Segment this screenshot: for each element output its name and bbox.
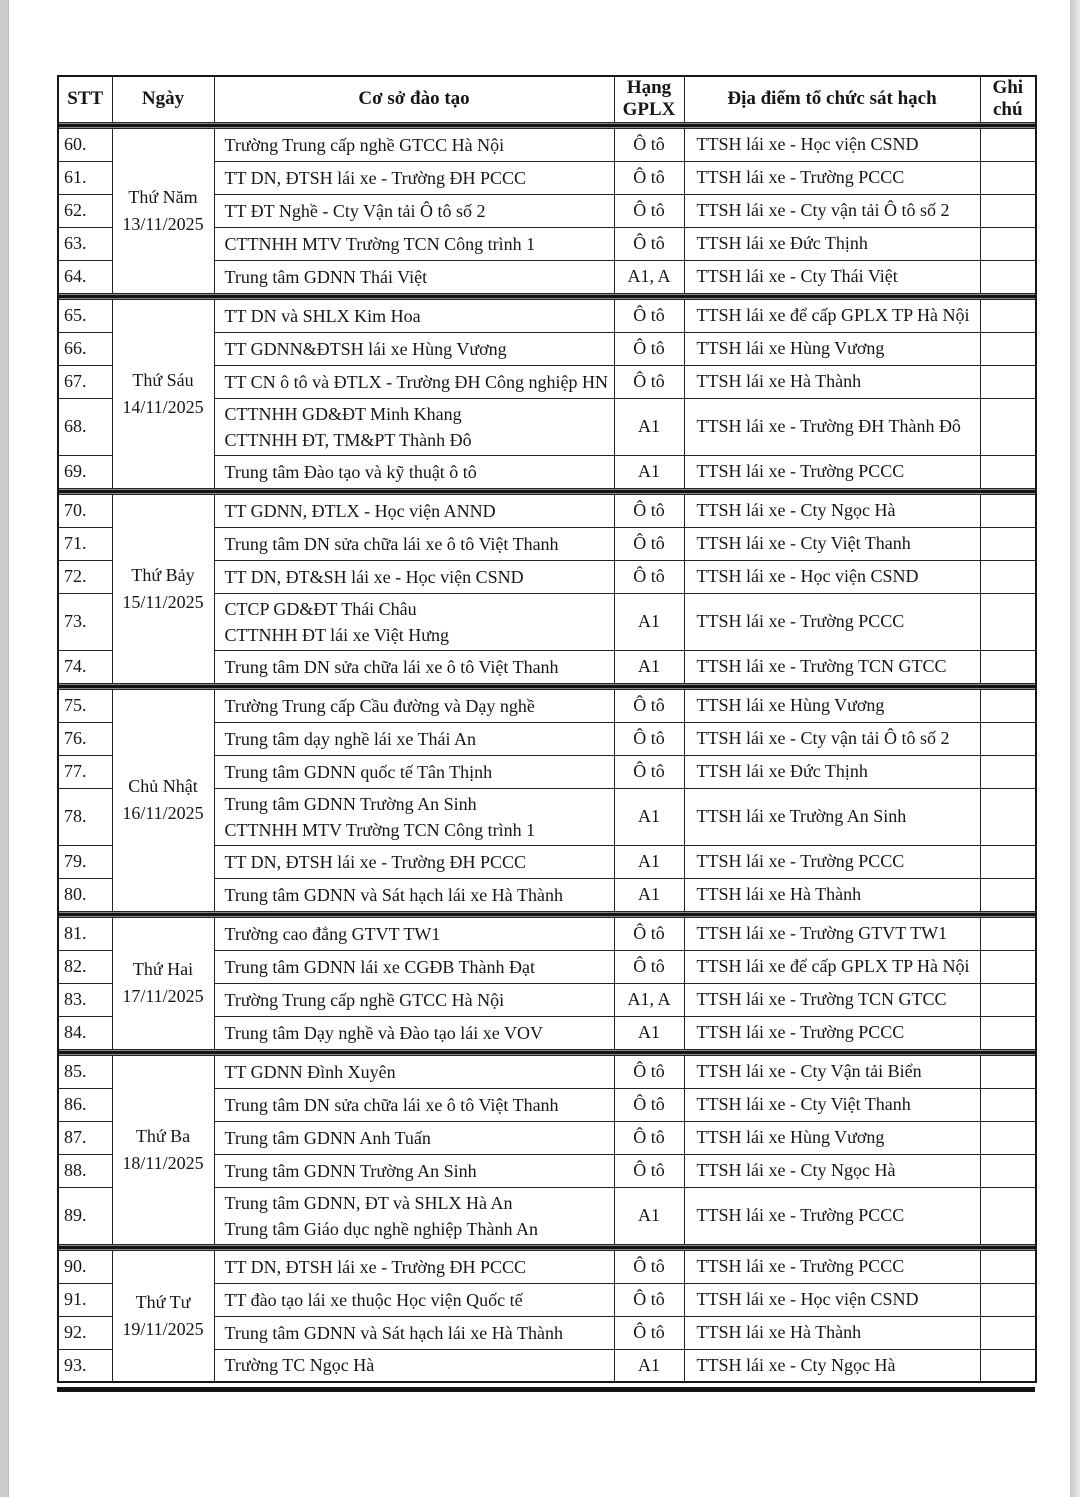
- license-class-cell: Ô tô: [614, 1055, 684, 1088]
- table-row: [58, 1055, 1036, 1088]
- table-row: [58, 917, 1036, 950]
- stt-cell: 76.: [58, 722, 112, 755]
- facility-cell: [214, 398, 614, 455]
- note-cell: [980, 722, 1036, 755]
- date-cell: [112, 1250, 214, 1382]
- facility-line: TT GDNN, ĐTLX - Học viện ANND: [224, 500, 496, 521]
- stt-cell: 74.: [58, 650, 112, 683]
- col-header-dia-diem-label: Địa điểm tổ chức sát hạch: [727, 88, 937, 110]
- facility-cell: [214, 227, 614, 260]
- col-header-ngay-label: Ngày: [141, 88, 185, 110]
- date-value: 18/11/2025: [122, 1152, 204, 1173]
- venue-cell: TTSH lái xe - Cty Việt Thanh: [684, 1088, 980, 1121]
- col-header-chu-label: chú: [992, 99, 1023, 121]
- facility-line: CTTNHH GD&ĐT Minh Khang: [224, 403, 462, 424]
- note-cell: [980, 950, 1036, 983]
- facility-line: Trường cao đẳng GTVT TW1: [224, 923, 441, 944]
- facility-cell: [214, 1349, 614, 1382]
- note-cell: [980, 1154, 1036, 1187]
- facility-cell: [214, 593, 614, 650]
- facility-line: CTTNHH ĐT lái xe Việt Hưng: [224, 624, 449, 645]
- license-class-cell: Ô tô: [614, 1088, 684, 1121]
- venue-cell: TTSH lái xe - Cty Việt Thanh: [684, 527, 980, 560]
- license-class-cell: A1: [614, 845, 684, 878]
- facility-cell: [214, 755, 614, 788]
- date-cell: [112, 689, 214, 911]
- license-class-cell: A1: [614, 788, 684, 845]
- venue-cell: TTSH lái xe - Trường PCCC: [684, 845, 980, 878]
- col-header-dia-diem: [684, 76, 980, 122]
- stt-cell: 65.: [58, 299, 112, 332]
- facility-line: Trung tâm Dạy nghề và Đào tạo lái xe VOV: [224, 1022, 543, 1043]
- license-class-cell: Ô tô: [614, 1250, 684, 1283]
- license-class-cell: A1: [614, 878, 684, 911]
- facility-line: Trung tâm GDNN lái xe CGĐB Thành Đạt: [224, 956, 535, 977]
- stt-cell: 60.: [58, 128, 112, 161]
- venue-cell: TTSH lái xe - Học viện CSND: [684, 560, 980, 593]
- date-value: 17/11/2025: [122, 986, 204, 1006]
- stt-cell: 84.: [58, 1016, 112, 1049]
- note-cell: [980, 527, 1036, 560]
- facility-line: Trường Trung cấp nghề GTCC Hà Nội: [224, 989, 505, 1010]
- venue-cell: TTSH lái xe - Cty Thái Việt: [684, 260, 980, 293]
- license-class-cell: A1: [614, 455, 684, 488]
- col-header-gplx-label: GPLX: [622, 99, 676, 121]
- facility-cell: [214, 650, 614, 683]
- date-value: 16/11/2025: [122, 803, 204, 823]
- venue-cell: TTSH lái xe Hùng Vương: [684, 332, 980, 365]
- facility-line: TT DN, ĐT&SH lái xe - Học viện CSND: [224, 566, 524, 587]
- facility-cell: [214, 1187, 614, 1244]
- license-class-cell: A1: [614, 1187, 684, 1244]
- facility-line: TT ĐT Nghề - Cty Vận tải Ô tô số 2: [224, 200, 486, 221]
- venue-cell: TTSH lái xe - Học viện CSND: [684, 1283, 980, 1316]
- note-cell: [980, 1088, 1036, 1121]
- col-header-co-so-dao-tao-label: Cơ sở đào tạo: [358, 88, 470, 110]
- license-class-cell: Ô tô: [614, 332, 684, 365]
- facility-line: Trung tâm DN sửa chữa lái xe ô tô Việt Thanh: [224, 1094, 559, 1115]
- stt-cell: 90.: [58, 1250, 112, 1283]
- facility-line: TT DN và SHLX Kim Hoa: [224, 305, 421, 326]
- venue-cell: TTSH lái xe - Cty vận tải Ô tô số 2: [684, 722, 980, 755]
- note-cell: [980, 332, 1036, 365]
- stt-cell: 78.: [58, 788, 112, 845]
- license-class-cell: Ô tô: [614, 527, 684, 560]
- table-row: [58, 299, 1036, 332]
- stt-cell: 61.: [58, 161, 112, 194]
- venue-cell: TTSH lái xe Hùng Vương: [684, 689, 980, 722]
- date-value: 15/11/2025: [122, 591, 204, 612]
- facility-line: Trung tâm GDNN quốc tế Tân Thịnh: [224, 761, 493, 782]
- col-header-ghi-chu: [980, 76, 1036, 122]
- venue-cell: TTSH lái xe - Cty Vận tải Biển: [684, 1055, 980, 1088]
- stt-cell: 64.: [58, 260, 112, 293]
- note-cell: [980, 1121, 1036, 1154]
- stt-cell: 73.: [58, 593, 112, 650]
- stt-cell: 83.: [58, 983, 112, 1016]
- note-cell: [980, 398, 1036, 455]
- day-name: Thứ Sáu: [132, 369, 194, 390]
- license-class-cell: Ô tô: [614, 1154, 684, 1187]
- license-class-cell: Ô tô: [614, 950, 684, 983]
- date-cell: [112, 917, 214, 1049]
- stt-cell: 68.: [58, 398, 112, 455]
- venue-cell: TTSH lái xe Đức Thịnh: [684, 755, 980, 788]
- day-name: Thứ Tư: [135, 1291, 191, 1312]
- license-class-cell: Ô tô: [614, 1316, 684, 1349]
- facility-line: Trường Trung cấp Cầu đường và Dạy nghề: [224, 695, 535, 716]
- table-bottom-rule: [57, 1387, 1035, 1392]
- stt-cell: 85.: [58, 1055, 112, 1088]
- facility-line: Trường TC Ngọc Hà: [224, 1355, 375, 1376]
- venue-cell: TTSH lái xe - Trường PCCC: [684, 1250, 980, 1283]
- venue-cell: TTSH lái xe - Trường PCCC: [684, 455, 980, 488]
- facility-line: Trung tâm GDNN Trường An Sinh: [224, 793, 477, 814]
- stt-cell: 63.: [58, 227, 112, 260]
- note-cell: [980, 1316, 1036, 1349]
- note-cell: [980, 788, 1036, 845]
- facility-line: Trung tâm dạy nghề lái xe Thái An: [224, 728, 476, 749]
- note-cell: [980, 194, 1036, 227]
- stt-cell: 89.: [58, 1187, 112, 1244]
- day-name: Chủ Nhật: [128, 776, 198, 796]
- facility-cell: [214, 365, 614, 398]
- note-cell: [980, 1349, 1036, 1382]
- facility-cell: [214, 299, 614, 332]
- stt-cell: 87.: [58, 1121, 112, 1154]
- venue-cell: TTSH lái xe - Cty vận tải Ô tô số 2: [684, 194, 980, 227]
- facility-cell: [214, 332, 614, 365]
- facility-cell: [214, 161, 614, 194]
- col-header-ngay: [112, 76, 214, 122]
- col-header-stt-label: STT: [67, 88, 104, 110]
- facility-line: Trung tâm GDNN, ĐT và SHLX Hà An: [224, 1192, 513, 1213]
- day-name: Thứ Năm: [128, 186, 198, 207]
- facility-cell: [214, 788, 614, 845]
- stt-cell: 62.: [58, 194, 112, 227]
- facility-line: TT GDNN Đình Xuyên: [224, 1061, 396, 1082]
- license-class-cell: Ô tô: [614, 365, 684, 398]
- day-name: Thứ Bảy: [131, 564, 195, 585]
- facility-line: TT đào tạo lái xe thuộc Học viện Quốc tế: [224, 1289, 523, 1310]
- license-class-cell: Ô tô: [614, 227, 684, 260]
- note-cell: [980, 365, 1036, 398]
- facility-line: CTTNHH ĐT, TM&PT Thành Đô: [224, 429, 472, 450]
- stt-cell: 82.: [58, 950, 112, 983]
- stt-cell: 70.: [58, 494, 112, 527]
- page-left-margin-shade: [0, 0, 9, 1497]
- note-cell: [980, 1055, 1036, 1088]
- facility-cell: [214, 1088, 614, 1121]
- facility-cell: [214, 1016, 614, 1049]
- facility-cell: [214, 1283, 614, 1316]
- date-cell: [112, 299, 214, 488]
- note-cell: [980, 1283, 1036, 1316]
- stt-cell: 91.: [58, 1283, 112, 1316]
- facility-cell: [214, 455, 614, 488]
- facility-line: Trung tâm Giáo dục nghề nghiệp Thành An: [224, 1218, 538, 1239]
- facility-line: TT DN, ĐTSH lái xe - Trường ĐH PCCC: [224, 167, 526, 188]
- note-cell: [980, 917, 1036, 950]
- facility-line: Trung tâm Đào tạo và kỹ thuật ô tô: [224, 461, 477, 482]
- day-name: Thứ Ba: [135, 1125, 191, 1146]
- date-cell: [112, 128, 214, 293]
- venue-cell: TTSH lái xe - Trường TCN GTCC: [684, 650, 980, 683]
- note-cell: [980, 455, 1036, 488]
- facility-cell: [214, 1055, 614, 1088]
- page-right-margin-shade: [1070, 0, 1080, 1497]
- stt-cell: 69.: [58, 455, 112, 488]
- facility-cell: [214, 845, 614, 878]
- venue-cell: TTSH lái xe Hà Thành: [684, 1316, 980, 1349]
- date-value: 13/11/2025: [122, 213, 204, 234]
- venue-cell: TTSH lái xe - Cty Ngọc Hà: [684, 494, 980, 527]
- license-class-cell: Ô tô: [614, 755, 684, 788]
- license-class-cell: A1: [614, 1349, 684, 1382]
- facility-line: TT DN, ĐTSH lái xe - Trường ĐH PCCC: [224, 1256, 526, 1277]
- facility-line: Trung tâm DN sửa chữa lái xe ô tô Việt Thanh: [224, 533, 559, 554]
- facility-cell: [214, 260, 614, 293]
- exam-schedule-table-wrapper: [57, 75, 1035, 1392]
- table-row: [58, 1250, 1036, 1283]
- stt-cell: 77.: [58, 755, 112, 788]
- stt-cell: 72.: [58, 560, 112, 593]
- facility-line: CTTNHH MTV Trường TCN Công trình 1: [224, 819, 536, 840]
- facility-line: TT CN ô tô và ĐTLX - Trường ĐH Công nghiệp HN: [224, 371, 608, 392]
- license-class-cell: Ô tô: [614, 128, 684, 161]
- facility-line: Trung tâm GDNN Trường An Sinh: [224, 1160, 477, 1181]
- license-class-cell: Ô tô: [614, 299, 684, 332]
- license-class-cell: A1: [614, 650, 684, 683]
- note-cell: [980, 1016, 1036, 1049]
- facility-cell: [214, 1250, 614, 1283]
- note-cell: [980, 494, 1036, 527]
- facility-line: Trung tâm GDNN Anh Tuấn: [224, 1127, 431, 1148]
- license-class-cell: A1: [614, 1016, 684, 1049]
- stt-cell: 88.: [58, 1154, 112, 1187]
- stt-cell: 93.: [58, 1349, 112, 1382]
- license-class-cell: Ô tô: [614, 689, 684, 722]
- facility-line: Trung tâm GDNN và Sát hạch lái xe Hà Thành: [224, 884, 563, 905]
- table-body: [58, 122, 1036, 1382]
- venue-cell: TTSH lái xe - Trường ĐH Thành Đô: [684, 398, 980, 455]
- date-cell: [112, 1055, 214, 1244]
- note-cell: [980, 1187, 1036, 1244]
- col-header-hang-label: Hạng: [626, 77, 672, 99]
- col-header-ghi-label: Ghi: [992, 77, 1024, 99]
- facility-cell: [214, 1154, 614, 1187]
- stt-cell: 75.: [58, 689, 112, 722]
- license-class-cell: Ô tô: [614, 1283, 684, 1316]
- table-row: [58, 689, 1036, 722]
- license-class-cell: Ô tô: [614, 161, 684, 194]
- facility-line: TT GDNN&ĐTSH lái xe Hùng Vương: [224, 338, 507, 359]
- facility-line: TT DN, ĐTSH lái xe - Trường ĐH PCCC: [224, 851, 526, 872]
- table-header: [58, 76, 1036, 122]
- note-cell: [980, 161, 1036, 194]
- facility-cell: [214, 878, 614, 911]
- stt-cell: 81.: [58, 917, 112, 950]
- facility-line: CTCP GD&ĐT Thái Châu: [224, 598, 417, 619]
- stt-cell: 66.: [58, 332, 112, 365]
- venue-cell: TTSH lái xe - Trường PCCC: [684, 1187, 980, 1244]
- note-cell: [980, 845, 1036, 878]
- col-header-hang-gplx: [614, 76, 684, 122]
- venue-cell: TTSH lái xe Trường An Sinh: [684, 788, 980, 845]
- facility-cell: [214, 917, 614, 950]
- license-class-cell: Ô tô: [614, 560, 684, 593]
- stt-cell: 86.: [58, 1088, 112, 1121]
- facility-cell: [214, 1316, 614, 1349]
- facility-line: Trường Trung cấp nghề GTCC Hà Nội: [224, 134, 505, 155]
- license-class-cell: Ô tô: [614, 917, 684, 950]
- note-cell: [980, 299, 1036, 332]
- table-row: [58, 128, 1036, 161]
- venue-cell: TTSH lái xe - Trường PCCC: [684, 1016, 980, 1049]
- date-cell: [112, 494, 214, 683]
- venue-cell: TTSH lái xe Đức Thịnh: [684, 227, 980, 260]
- facility-cell: [214, 128, 614, 161]
- stt-cell: 92.: [58, 1316, 112, 1349]
- facility-line: Trung tâm DN sửa chữa lái xe ô tô Việt Thanh: [224, 656, 559, 677]
- facility-cell: [214, 527, 614, 560]
- venue-cell: TTSH lái xe để cấp GPLX TP Hà Nội: [684, 299, 980, 332]
- col-header-co-so-dao-tao: [214, 76, 614, 122]
- date-value: 19/11/2025: [122, 1318, 204, 1339]
- venue-cell: TTSH lái xe - Trường PCCC: [684, 161, 980, 194]
- facility-cell: [214, 1121, 614, 1154]
- license-class-cell: Ô tô: [614, 194, 684, 227]
- facility-cell: [214, 983, 614, 1016]
- day-name: Thứ Hai: [132, 959, 194, 979]
- note-cell: [980, 560, 1036, 593]
- note-cell: [980, 650, 1036, 683]
- col-header-stt: [58, 76, 112, 122]
- venue-cell: TTSH lái xe - Trường PCCC: [684, 593, 980, 650]
- venue-cell: TTSH lái xe Hà Thành: [684, 878, 980, 911]
- note-cell: [980, 260, 1036, 293]
- header-row: [58, 76, 1036, 122]
- note-cell: [980, 983, 1036, 1016]
- venue-cell: TTSH lái xe - Trường GTVT TW1: [684, 917, 980, 950]
- facility-cell: [214, 560, 614, 593]
- facility-line: CTTNHH MTV Trường TCN Công trình 1: [224, 233, 536, 254]
- facility-cell: [214, 722, 614, 755]
- venue-cell: TTSH lái xe - Học viện CSND: [684, 128, 980, 161]
- stt-cell: 80.: [58, 878, 112, 911]
- note-cell: [980, 128, 1036, 161]
- stt-cell: 79.: [58, 845, 112, 878]
- license-class-cell: A1, A: [614, 983, 684, 1016]
- note-cell: [980, 1250, 1036, 1283]
- venue-cell: TTSH lái xe Hùng Vương: [684, 1121, 980, 1154]
- stt-cell: 67.: [58, 365, 112, 398]
- note-cell: [980, 878, 1036, 911]
- exam-schedule-table: [57, 75, 1037, 1383]
- note-cell: [980, 755, 1036, 788]
- license-class-cell: A1: [614, 593, 684, 650]
- note-cell: [980, 227, 1036, 260]
- date-value: 14/11/2025: [122, 396, 204, 417]
- venue-cell: TTSH lái xe - Cty Ngọc Hà: [684, 1349, 980, 1382]
- license-class-cell: Ô tô: [614, 722, 684, 755]
- venue-cell: TTSH lái xe - Cty Ngọc Hà: [684, 1154, 980, 1187]
- license-class-cell: Ô tô: [614, 494, 684, 527]
- facility-cell: [214, 689, 614, 722]
- facility-line: Trung tâm GDNN Thái Việt: [224, 266, 428, 287]
- venue-cell: TTSH lái xe - Trường TCN GTCC: [684, 983, 980, 1016]
- venue-cell: TTSH lái xe Hà Thành: [684, 365, 980, 398]
- note-cell: [980, 689, 1036, 722]
- venue-cell: TTSH lái xe để cấp GPLX TP Hà Nội: [684, 950, 980, 983]
- stt-cell: 71.: [58, 527, 112, 560]
- note-cell: [980, 593, 1036, 650]
- table-row: [58, 494, 1036, 527]
- license-class-cell: A1: [614, 398, 684, 455]
- license-class-cell: A1, A: [614, 260, 684, 293]
- facility-cell: [214, 950, 614, 983]
- facility-cell: [214, 194, 614, 227]
- facility-cell: [214, 494, 614, 527]
- license-class-cell: Ô tô: [614, 1121, 684, 1154]
- facility-line: Trung tâm GDNN và Sát hạch lái xe Hà Thành: [224, 1322, 563, 1343]
